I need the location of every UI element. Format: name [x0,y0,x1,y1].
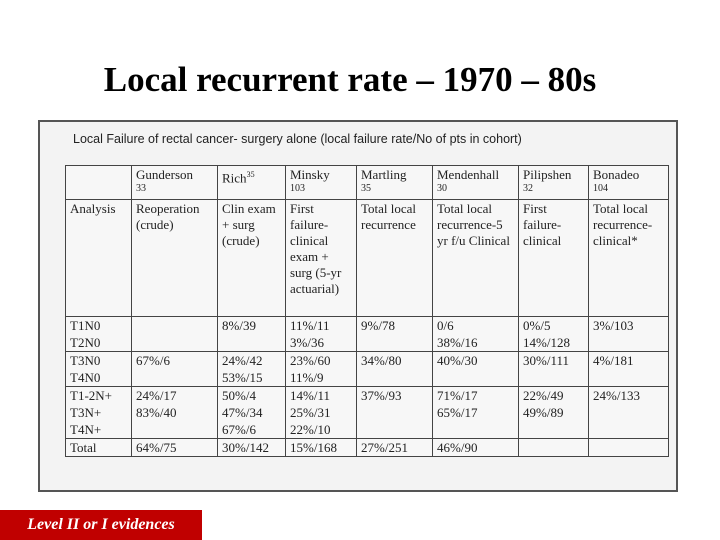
table-row [66,369,669,387]
value-cell: 83%/40 [132,404,218,421]
value-cell: 46%/90 [433,439,519,457]
stage-cell: Total [66,439,132,457]
stage-cell: T2N0 [66,334,132,352]
value-cell: 4%/181 [589,352,669,370]
value-cell: 15%/168 [286,439,357,457]
analysis-cell: First failure-clinical exam + surg (5-yr actuarial) [286,200,357,317]
value-cell: 67%/6 [132,352,218,370]
analysis-cell: Clin exam + surg (crude) [218,200,286,317]
value-cell: 65%/17 [433,404,519,421]
value-cell: 64%/75 [132,439,218,457]
value-cell: 30%/142 [218,439,286,457]
study-header [132,166,218,200]
value-cell: 67%/6 [218,421,286,439]
value-cell [589,369,669,387]
value-cell: 38%/16 [433,334,519,352]
table-row [66,334,669,352]
value-cell [357,334,433,352]
study-name: Martling [361,167,407,182]
study-name: Pilipshen [523,167,572,182]
study-name: Bonadeo [593,167,640,182]
value-cell [589,404,669,421]
value-cell [357,421,433,439]
figure-caption: Local Failure of rectal cancer- surgery alone (local failure rate/No of pts in cohort) [73,132,522,146]
table-row [66,317,669,335]
stage-cell: T4N+ [66,421,132,439]
value-cell: 0%/5 [519,317,589,335]
study-header [519,166,589,200]
study-header [357,166,433,200]
analysis-label: Analysis [66,200,132,317]
value-cell: 47%/34 [218,404,286,421]
value-cell: 24%/17 [132,387,218,405]
stage-cell: T1N0 [66,317,132,335]
stage-cell: T3N0 [66,352,132,370]
value-cell: 22%/10 [286,421,357,439]
value-cell: 3%/103 [589,317,669,335]
stage-cell: T4N0 [66,369,132,387]
value-cell [357,369,433,387]
table-row [66,439,669,457]
study-ref: 33 [136,183,146,194]
slide-title: Local recurrent rate – 1970 – 80s [103,60,597,99]
study-ref: 35 [361,183,371,194]
value-cell: 23%/60 [286,352,357,370]
value-cell: 11%/9 [286,369,357,387]
stage-cell: T3N+ [66,404,132,421]
value-cell: 8%/39 [218,317,286,335]
value-cell: 14%/11 [286,387,357,405]
table-row [66,404,669,421]
value-cell [433,421,519,439]
evidence-level-badge: Level II or I evidences [0,510,202,540]
stage-cell: T1-2N+ [66,387,132,405]
value-cell: 0/6 [433,317,519,335]
value-cell: 37%/93 [357,387,433,405]
value-cell: 24%/42 [218,352,286,370]
value-cell [132,334,218,352]
study-header [433,166,519,200]
value-cell: 53%/15 [218,369,286,387]
study-header [286,166,357,200]
corner-cell [66,166,132,200]
value-cell: 30%/111 [519,352,589,370]
value-cell: 24%/133 [589,387,669,405]
value-cell: 71%/17 [433,387,519,405]
study-name: Mendenhall [437,167,500,182]
value-cell: 9%/78 [357,317,433,335]
table-row [66,387,669,405]
value-cell [519,439,589,457]
table-figure [38,120,678,492]
study-ref: 103 [290,183,305,194]
study-name: Minsky [290,167,330,182]
study-name: Gunderson [136,167,194,182]
value-cell [589,421,669,439]
value-cell: 40%/30 [433,352,519,370]
analysis-cell: Total local recurrence [357,200,433,317]
table-row [66,352,669,370]
value-cell [589,439,669,457]
header-row [66,166,669,200]
study-ref: 30 [437,183,447,194]
local-failure-table [65,165,669,457]
value-cell [132,421,218,439]
value-cell: 27%/251 [357,439,433,457]
value-cell: 49%/89 [519,404,589,421]
value-cell [218,334,286,352]
study-ref: 32 [523,183,533,194]
value-cell [132,369,218,387]
value-cell [519,369,589,387]
analysis-row [66,200,669,317]
value-cell: 22%/49 [519,387,589,405]
analysis-cell: Reoperation (crude) [132,200,218,317]
value-cell: 14%/128 [519,334,589,352]
value-cell: 25%/31 [286,404,357,421]
value-cell: 34%/80 [357,352,433,370]
analysis-cell: Total local recurrence-clinical* [589,200,669,317]
study-header [218,166,286,200]
study-name: Rich [222,170,247,186]
study-sup: 35 [246,170,255,179]
value-cell: 11%/11 [286,317,357,335]
value-cell: 50%/4 [218,387,286,405]
analysis-cell: First failure-clinical [519,200,589,317]
value-cell [589,334,669,352]
value-cell: 3%/36 [286,334,357,352]
value-cell [433,369,519,387]
study-header [589,166,669,200]
value-cell [357,404,433,421]
study-ref: 104 [593,183,608,194]
value-cell [132,317,218,335]
analysis-cell: Total local recurrence-5 yr f/u Clinical [433,200,519,317]
table-row [66,421,669,439]
value-cell [519,421,589,439]
